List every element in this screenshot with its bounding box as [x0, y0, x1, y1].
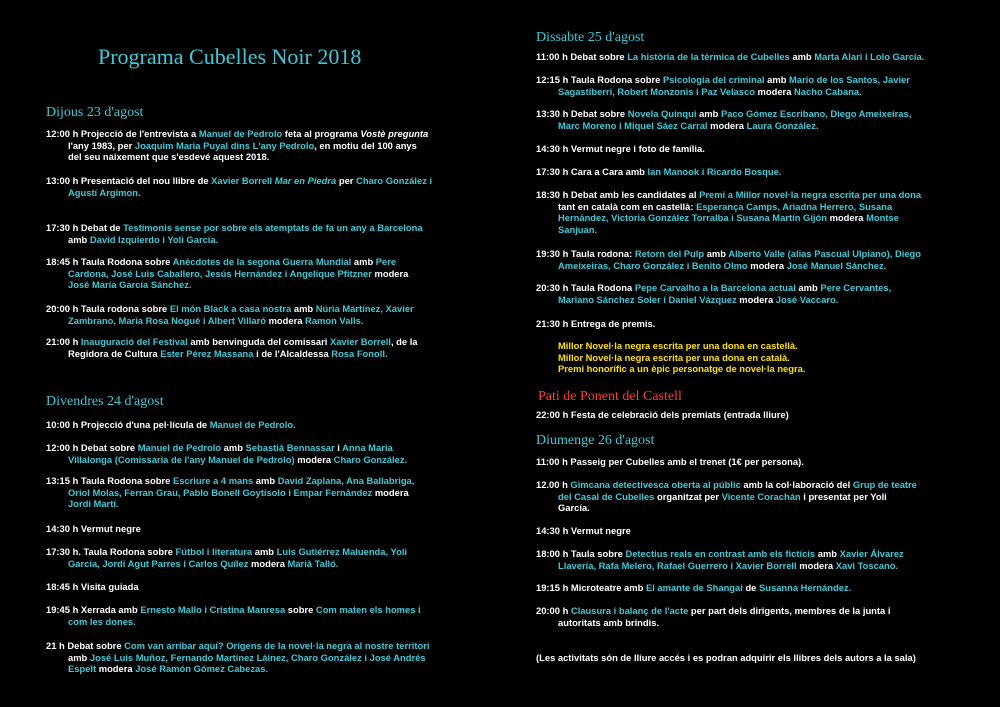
highlight-text: Detectius reals en contrast amb els fictícis: [625, 548, 816, 559]
highlight-text: Com maten els homes i: [315, 604, 421, 615]
event-line: [46, 315, 476, 327]
event-line: [46, 442, 476, 454]
event-line: [536, 74, 966, 86]
event-text: amb: [696, 108, 721, 119]
event-text: 20:00 h: [536, 605, 571, 616]
event-text: modera: [248, 557, 288, 569]
event-line: [46, 175, 476, 187]
event-line: [46, 616, 476, 628]
highlight-text: Susanna Hernández.: [759, 582, 852, 593]
highlight-text: Sebastià Bennassar: [245, 442, 335, 453]
event-line: [536, 108, 966, 120]
event-text: amb la col·laboració del: [740, 479, 853, 490]
highlight-text: El món Black a casa nostra: [169, 303, 292, 314]
event-line: [536, 166, 966, 178]
event-line: [536, 502, 966, 514]
event-item: [536, 166, 966, 178]
day-heading-thursday: Dijous 23 d'agost: [46, 105, 144, 120]
event-line: [536, 479, 966, 491]
event-item: [536, 582, 966, 594]
event-text: amb: [815, 548, 840, 559]
event-line: [536, 51, 966, 63]
highlight-text: Zambrano, Maria Rosa Nogué i Albert Villaró: [68, 314, 266, 326]
event-line: [536, 282, 966, 294]
event-text: 10:00 h Projecció d'una pel·lícula de: [46, 419, 210, 430]
event-text: modera: [707, 119, 747, 131]
event-line: [46, 487, 476, 499]
highlight-text: Sanjuan.: [558, 223, 598, 235]
event-text: 20:30 h Taula Rodona: [536, 282, 635, 293]
event-item: [536, 318, 966, 330]
page-title: Programa Cubelles Noir 2018: [98, 44, 362, 69]
event-item: [46, 256, 476, 291]
highlight-text: Llaveria, Rafa Melero, Rafael Guerrero i Xavier Borrell: [558, 559, 797, 571]
highlight-text: Esperança Camps, Ariadna Herrero, Susana: [696, 200, 893, 212]
highlight-text: Fútbol i literatura: [175, 546, 253, 557]
event-item: [536, 605, 966, 628]
highlight-text: Escriure a 4 mans: [172, 475, 254, 486]
event-item: [536, 74, 966, 97]
event-text: amb: [253, 475, 278, 486]
event-text: 14:30 h Vermut negre: [46, 523, 141, 534]
highlight-text: Mario de los Santos, Javier: [789, 74, 910, 85]
event-text: 19:30 h Taula rodona:: [536, 248, 635, 259]
event-line: [46, 498, 476, 510]
event-text: 11:00 h Passeig per Cubelles amb el trenet (1€ per persona).: [536, 456, 804, 467]
event-text: tant en català com en castellà:: [558, 200, 697, 212]
event-text: modera: [96, 663, 136, 675]
highlight-text: Ameixeiras, Charo González i Benito Olmo: [558, 259, 748, 271]
event-line: [46, 128, 476, 140]
event-line: [46, 604, 476, 616]
event-text: 13:00 h Presentació del nou llibre de: [46, 175, 212, 186]
event-text: 13:30 h Debat sobre: [536, 108, 628, 119]
event-line: [46, 546, 476, 558]
event-text: amb: [252, 546, 277, 557]
highlight-text: Clausura i balanç de l'acte: [570, 605, 689, 616]
event-text: organitzat per: [654, 490, 722, 502]
event-line: [536, 617, 966, 629]
highlight-text: Laura González.: [746, 119, 819, 131]
event-text: 21:30 h Entrega de premis.: [536, 318, 656, 329]
event-text: García.: [558, 502, 590, 514]
highlight-text: Nacho Cabana.: [794, 85, 862, 97]
event-item: [46, 419, 476, 431]
event-item: [536, 143, 966, 155]
event-text: amb: [795, 282, 821, 293]
highlight-text: Retorn del Pulp: [634, 248, 705, 259]
event-text: amb: [789, 51, 815, 62]
highlight-text: Espelt: [68, 663, 97, 675]
event-text: sobre: [285, 604, 316, 615]
event-text: amb: [764, 74, 790, 85]
event-text: i presentat per Yoli: [800, 490, 887, 502]
highlight-text: David Izquierdo i Yoli García.: [89, 233, 219, 245]
event-line: [46, 279, 476, 291]
event-text: 18:00 h Taula sobre: [536, 548, 626, 559]
event-line: [536, 491, 966, 503]
event-line: [46, 268, 476, 280]
event-line: [46, 663, 476, 675]
highlight-text: Joaquim Maria Puyal dins L'any Pedrolo: [134, 139, 315, 151]
event-line: [536, 409, 966, 421]
event-item: [536, 548, 966, 571]
event-line: [46, 523, 476, 535]
event-item: [536, 525, 966, 537]
event-text: 17:30 h Cara a Cara amb: [536, 166, 648, 177]
event-item: [46, 442, 476, 465]
event-item: [536, 51, 966, 63]
highlight-text: Novela Quinqui: [627, 108, 697, 119]
highlight-text: Manuel de Pedrolo.: [209, 419, 296, 430]
event-line: [46, 475, 476, 487]
highlight-text: Jordi Martí.: [68, 498, 119, 510]
event-line: [536, 340, 966, 352]
event-text: Regidora de Cultura: [68, 347, 161, 359]
highlight-text: La història de la tèrmica de Cubelles: [627, 51, 790, 62]
highlight-text: José Vaccaro.: [775, 293, 839, 305]
highlight-text: Ester Pérez Massana: [160, 347, 254, 359]
highlight-text: Villalonga (Comissaria de l'any Manuel de Pedrolo): [68, 453, 295, 465]
event-text: 18:30 h Debat amb les candidates al: [536, 189, 700, 200]
event-text: 18:45 h Taula Rodona sobre: [46, 256, 173, 267]
highlight-text: Agustí Argimon.: [68, 186, 141, 198]
event-item: [536, 108, 966, 131]
highlight-text: Grup de teatre: [852, 479, 917, 490]
event-item: [46, 128, 476, 163]
event-text: 17:30 h Debat de: [46, 222, 124, 233]
event-text: amb: [68, 651, 90, 663]
event-text: amb: [704, 248, 729, 259]
event-text: del seu naixement que s'esdevé aquest 2018.: [68, 151, 270, 163]
highlight-text: Ernesto Mallo i Cristina Manresa: [140, 604, 286, 615]
event-line: [46, 419, 476, 431]
highlight-text: Com van arribar aquí? Orígens de la novel·la negra al nostre territori: [124, 640, 430, 651]
highlight-text: Premi a Millor novel·la negra escrita per una dona: [699, 189, 922, 200]
event-text: modera: [371, 267, 409, 279]
event-text: 12.00 h: [536, 479, 571, 490]
event-item: [46, 581, 476, 593]
highlight-text: Anna Maria: [342, 442, 393, 453]
highlight-text: Psicologia del criminal: [662, 74, 765, 85]
highlight-text: Xavi Toscano.: [835, 559, 899, 571]
highlight-text: Ramon Valls.: [305, 314, 364, 326]
highlight-text: David Zaplana, Ana Ballabriga,: [277, 475, 415, 486]
event-line: [536, 652, 966, 664]
event-text: 21 h Debat sobre: [46, 640, 125, 651]
event-line: [46, 558, 476, 570]
event-item: [46, 604, 476, 627]
event-text: , de la: [390, 336, 418, 347]
event-item: [46, 336, 476, 359]
highlight-text: Paco Gómez Escribano, Diego Ameixeiras,: [720, 108, 912, 119]
highlight-text: El amante de Shangai: [645, 582, 743, 593]
highlight-text: Alberto Valle (alias Pascual Ulpiano), Diego: [728, 248, 921, 259]
highlight-text: Marc Moreno i Miquel Sáez Carral: [558, 119, 708, 131]
highlight-text: Mariano Sánchez Soler i Daniel Vázquez: [558, 293, 737, 305]
event-item: [46, 303, 476, 326]
event-item: [536, 248, 966, 271]
event-line: [46, 222, 476, 234]
event-line: [536, 605, 966, 617]
event-line: [536, 560, 966, 572]
day-heading-saturday: Dissabte 25 d'agost: [536, 30, 645, 45]
event-line: [46, 256, 476, 268]
highlight-text: Sagastiberri, Robert Monzonis i Paz Velasco: [558, 85, 755, 97]
event-text: amb: [221, 442, 246, 453]
event-item: [536, 189, 966, 235]
event-text: 17:30 h. Taula Rodona sobre: [46, 546, 176, 557]
event-text: modera: [754, 85, 795, 97]
event-line: [46, 652, 476, 664]
highlight-text: Manuel de Pedrolo: [198, 128, 283, 139]
event-text: de: [742, 582, 759, 593]
event-text: Millor Novel·la negra escrita per una dona en castellà.: [558, 340, 798, 351]
event-text: Millor Novel·la negra escrita per una dona en català.: [558, 351, 790, 363]
event-text: per part dels dirigents, membres de la junta i: [688, 605, 891, 616]
event-text: feta al programa: [282, 128, 361, 139]
event-text: i de l'Alcaldessa: [253, 347, 332, 359]
event-line: [536, 582, 966, 594]
highlight-text: Testimonis sense por sobre els atemptats de fa un any a Barcelona: [123, 222, 423, 233]
event-text: Premi honorífic a un èpic personatge de novel·la negra.: [558, 363, 806, 375]
event-line: [46, 581, 476, 593]
highlight-text: Anècdotes de la segona Guerra Mundial: [172, 256, 352, 267]
event-text: amb: [351, 256, 376, 267]
event-text: modera: [796, 559, 836, 571]
highlight-text: Montse: [866, 212, 899, 224]
event-text: Vostè pregunta: [360, 128, 429, 139]
event-line: [46, 348, 476, 360]
event-text: modera: [294, 453, 334, 465]
highlight-text: Vicente Corachán: [721, 490, 801, 502]
event-item: [536, 282, 966, 305]
event-line: [46, 140, 476, 152]
event-line: [46, 303, 476, 315]
event-line: [46, 234, 476, 246]
event-line: [536, 260, 966, 272]
event-line: [536, 224, 966, 236]
event-text: 12:00 h Debat sobre: [46, 442, 138, 453]
highlight-text: Inauguració del Festival: [80, 336, 188, 347]
event-line: [536, 201, 966, 213]
event-text: autoritats amb brindis.: [558, 616, 660, 628]
highlight-text: Ian Manook i Ricardo Bosque.: [647, 166, 782, 177]
highlight-text: Marta Alari i Lolo García.: [814, 51, 925, 62]
event-item: [46, 523, 476, 535]
event-item: [46, 640, 476, 675]
event-line: [536, 86, 966, 98]
event-text: l'any 1983, per: [68, 139, 135, 151]
event-line: [536, 352, 966, 364]
event-text: 19:15 h Microteatre amb: [536, 582, 646, 593]
highlight-text: Mar en Piedra: [274, 175, 337, 186]
event-line: [536, 212, 966, 224]
event-text: 12:15 h Taula Rodona sobre: [536, 74, 663, 85]
event-text: (Les activitats són de lliure accés i es podran adquirir els llibres dels autors a la sala): [536, 652, 916, 663]
event-line: [46, 454, 476, 466]
highlight-text: Marià Talló.: [287, 557, 339, 569]
event-item: [536, 340, 966, 375]
event-text: 18:45 h Visita guiada: [46, 581, 139, 592]
event-item: [536, 456, 966, 468]
event-line: [536, 525, 966, 537]
event-text: modera: [372, 486, 409, 498]
highlight-text: José María García Sánchez.: [68, 279, 192, 291]
highlight-text: Gimcana detectivesca oberta al públic: [570, 479, 741, 490]
highlight-text: Luis Gutiérrez Maluenda, Yoli: [276, 546, 408, 557]
highlight-text: Oriol Molas, Ferran Grau, Pablo Bonell Goytisolo i Empar Fernández: [68, 486, 373, 498]
event-line: [536, 318, 966, 330]
highlight-text: Hernández, Victoria González Torralba i Susana Martín Gijón: [558, 212, 827, 224]
event-text: modera: [747, 259, 787, 271]
event-text: modera: [265, 314, 306, 326]
event-item: [46, 175, 476, 198]
event-line: [46, 336, 476, 348]
highlight-text: Xavier Borrell: [211, 175, 275, 186]
event-line: [536, 120, 966, 132]
event-line: [536, 189, 966, 201]
event-line: [46, 151, 476, 163]
event-text: i: [334, 442, 343, 453]
day-heading-friday: Divendres 24 d'agost: [46, 394, 164, 409]
event-text: 21:00 h: [46, 336, 81, 347]
event-line: [536, 363, 966, 375]
event-item: [536, 479, 966, 514]
event-item: [46, 475, 476, 510]
event-text: modera: [826, 212, 867, 224]
venue-heading: Pati de Ponent del Castell: [538, 389, 682, 404]
highlight-text: Charo González.: [333, 453, 408, 465]
event-text: 14:30 h Vermut negre: [536, 525, 631, 536]
event-text: amb: [291, 303, 316, 314]
highlight-text: Pepe Carvalho a la Barcelona actual: [634, 282, 796, 293]
event-line: [536, 143, 966, 155]
event-text: 13:15 h Taula Rodona sobre: [46, 475, 173, 486]
event-text: 22:00 h Festa de celebració dels premiats (entrada lliure): [536, 409, 789, 420]
event-item: [46, 222, 476, 245]
event-text: modera: [736, 293, 776, 305]
event-line: [536, 248, 966, 260]
event-line: [46, 187, 476, 199]
highlight-text: Manuel de Pedrolo: [137, 442, 222, 453]
highlight-text: Xavier Borrell: [329, 336, 391, 347]
event-text: 19:45 h Xerrada amb: [46, 604, 141, 615]
highlight-text: Pere: [375, 256, 397, 267]
event-line: [536, 294, 966, 306]
event-item: [536, 409, 966, 421]
highlight-text: Pere Cervantes,: [820, 282, 892, 293]
event-text: 20:00 h Taula rodona sobre: [46, 303, 170, 314]
event-text: amb: [68, 233, 90, 245]
event-line: [46, 640, 476, 652]
highlight-text: del Casal de Cubelles: [558, 490, 655, 502]
highlight-text: Charo González i: [356, 175, 433, 186]
event-item: [536, 652, 966, 664]
highlight-text: José Manuel Sánchez.: [786, 259, 887, 271]
highlight-text: com les dones.: [68, 615, 136, 627]
event-line: [536, 548, 966, 560]
highlight-text: José Luis Muñoz, Fernando Martínez Láinez, Charo González i José Andrés: [89, 651, 426, 663]
event-text: 14:30 h Vermut negre i foto de família.: [536, 143, 705, 154]
event-text: 11:00 h Debat sobre: [536, 51, 628, 62]
event-text: amb benvinguda del comissari: [187, 336, 330, 347]
highlight-text: Núria Martínez, Xavier: [315, 303, 414, 314]
highlight-text: Rosa Fonoll.: [331, 347, 388, 359]
event-text: 12:00 h Projecció de l'entrevista a: [46, 128, 199, 139]
event-text: per: [336, 175, 357, 186]
highlight-text: José Ramón Gómez Cabezas.: [135, 663, 269, 675]
event-line: [536, 456, 966, 468]
highlight-text: Cardona, José Luis Caballero, Jesús Hernández i Angelique Pfitzner: [68, 267, 372, 279]
highlight-text: García, Jordi Agut Parres i Carlos Quílez: [68, 557, 249, 569]
day-heading-sunday: Diumenge 26 d'agost: [536, 433, 655, 448]
highlight-text: Xavier Álvarez: [839, 548, 904, 559]
event-text: , en motiu del 100 anys: [314, 139, 417, 151]
event-item: [46, 546, 476, 569]
